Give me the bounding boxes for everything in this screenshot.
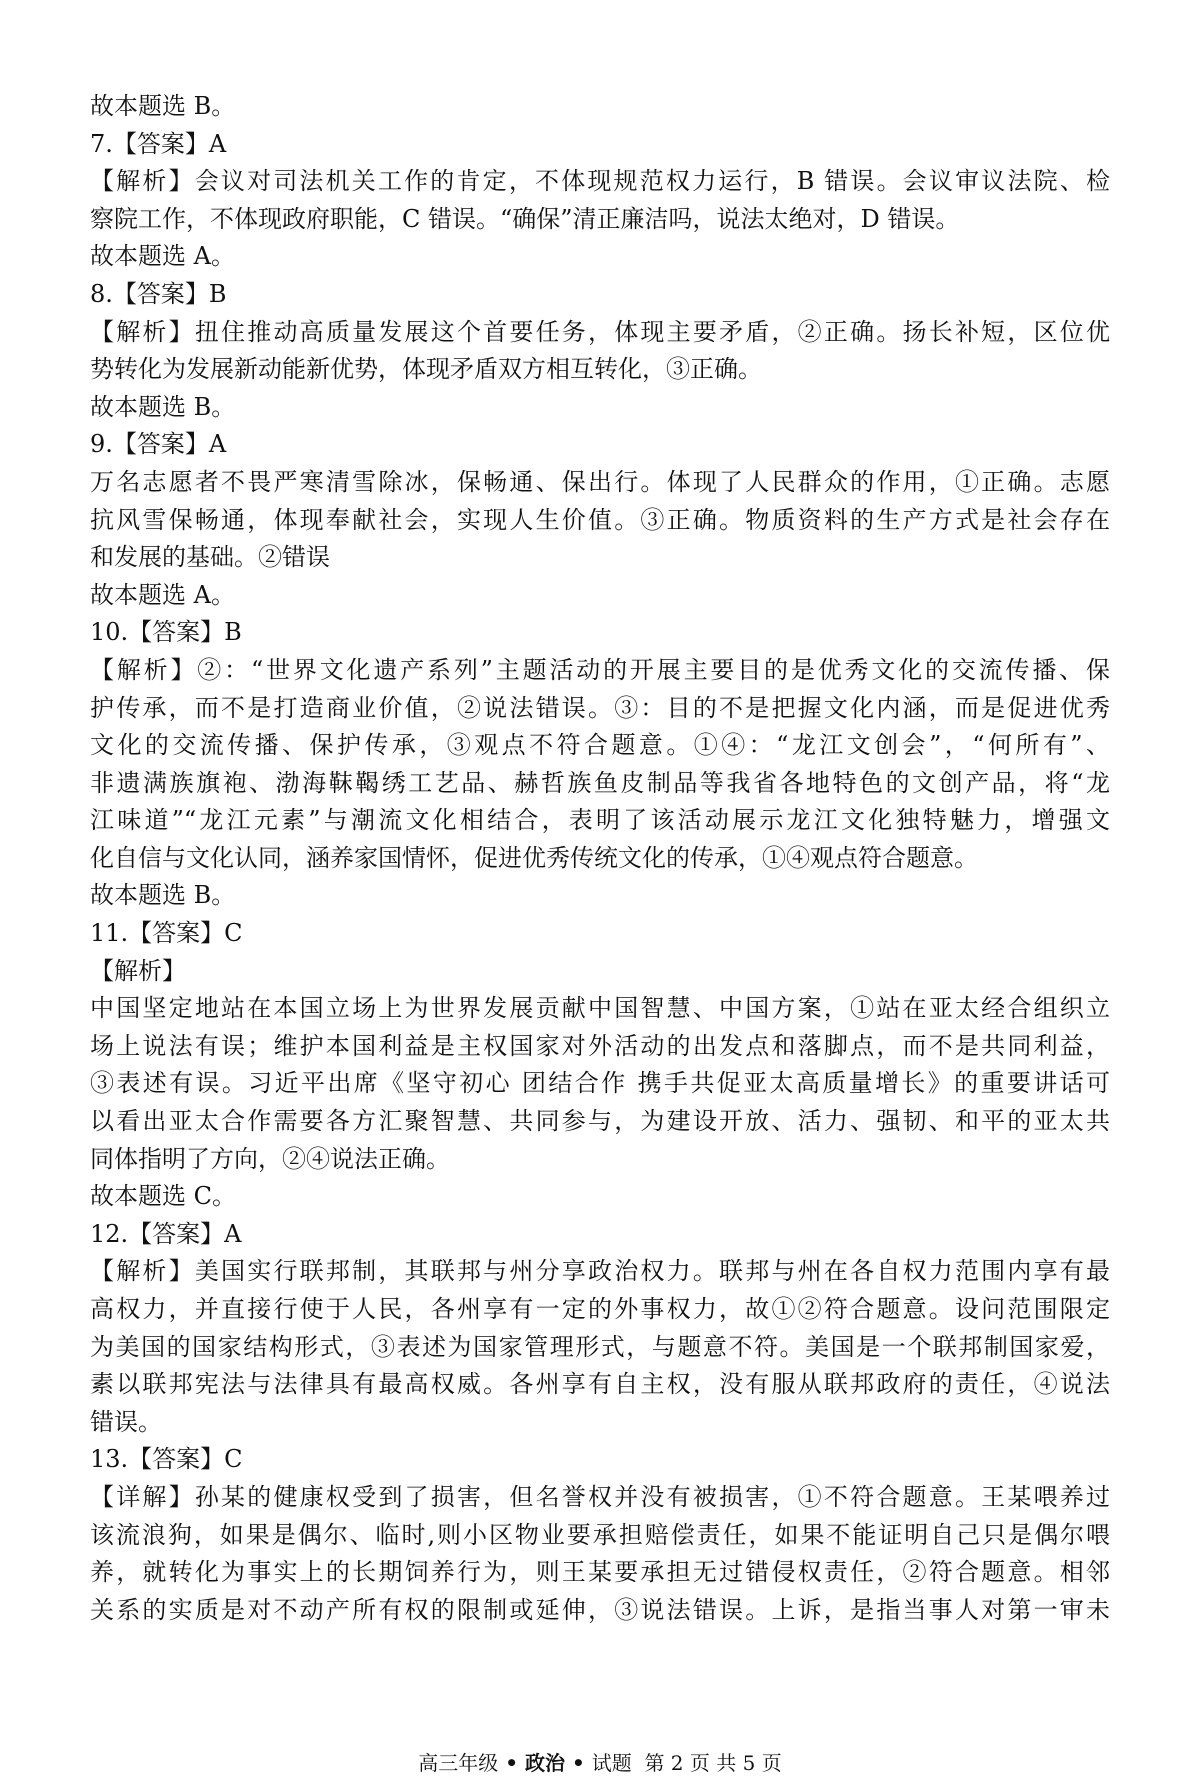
text-line: 以看出亚太合作需要各方汇聚智慧、共同参与，为建设开放、活力、强韧、和平的亚太共 [90,1107,1110,1136]
page-footer [0,1750,1200,1776]
text-line: 该流浪狗，如果是偶尔、临时,则小区物业要承担赔偿责任，如果不能证明自己只是偶尔喂 [90,1520,1110,1549]
text-line: 势转化为发展新动能新优势，体现矛盾双方相互转化，③正确。 [90,355,762,384]
text-line: 故本题选 A。 [90,580,235,609]
text-line: 为美国的国家结构形式，③表述为国家管理形式，与题意不符。美国是一个联邦制国家爱， [90,1332,1110,1361]
text-line: 关系的实质是对不动产所有权的限制或延伸，③说法错误。上诉，是指当事人对第一审未 [90,1595,1110,1624]
text-line: 养，就转化为事实上的长期饲养行为，则王某要承担无过错侵权责任，②符合题意。相邻 [90,1558,1110,1587]
footer-separator: • [565,1751,592,1775]
text-line: 故本题选 B。 [90,92,236,120]
text-line: 高权力，并直接行使于人民，各州享有一定的外事权力，故①②符合题意。设问范围限定 [90,1295,1110,1323]
text-line: ③表述有误。习近平出席《坚守初心 团结合作 携手共促亚太高质量增长》的重要讲话可 [90,1069,1110,1098]
text-line: 护传承，而不是打造商业价值，②说法错误。③：目的不是把握文化内涵，而是促进优秀 [90,693,1110,722]
text-line: 11.【答案】C [90,919,243,948]
document-body [90,88,1110,1629]
text-line: 【解析】会议对司法机关工作的肯定，不体现规范权力运行，B 错误。会议审议法院、检 [90,167,1110,196]
footer-subject: 政治 [525,1751,566,1775]
text-line: 10.【答案】B [90,618,242,647]
text-line: 12.【答案】A [90,1219,242,1248]
text-line: 9.【答案】A [90,430,227,459]
footer-page-info: 第 2 页 共 5 页 [644,1751,782,1775]
text-line: 场上说法有误；维护本国利益是主权国家对外活动的出发点和落脚点，而不是共同利益， [90,1031,1110,1060]
text-line: 同体指明了方向，②④说法正确。 [90,1144,450,1173]
text-line: 化自信与文化认同，涵养家国情怀，促进优秀传统文化的传承，①④观点符合题意。 [90,843,978,872]
text-line: 察院工作，不体现政府职能，C 错误。“确保”清正廉洁吗，说法太绝对，D 错误。 [90,204,960,233]
text-line: 【解析】 [90,956,186,985]
text-line: 【解析】美国实行联邦制，其联邦与州分享政治权力。联邦与州在各自权力范围内享有最 [90,1257,1110,1286]
text-line: 【详解】孙某的健康权受到了损害，但名誉权并没有被损害，①不符合题意。王某喂养过 [90,1482,1110,1511]
text-line: 故本题选 A。 [90,242,235,271]
footer-type: 试题 [591,1751,632,1775]
text-line: 素以联邦宪法与法律具有最高权威。各州享有自主权，没有服从联邦政府的责任，④说法 [90,1370,1110,1399]
text-line: 江味道”“龙江元素”与潮流文化相结合，表明了该活动展示龙江文化独特魅力，增强文 [90,806,1110,835]
text-line: 【解析】②：“世界文化遗产系列”主题活动的开展主要目的是优秀文化的交流传播、保 [90,655,1110,684]
text-line: 13.【答案】C [90,1445,243,1474]
text-line: 故本题选 C。 [90,1182,236,1211]
footer-grade: 高三年级 [418,1751,499,1775]
text-line: 【解析】扭住推动高质量发展这个首要任务，体现主要矛盾，②正确。扬长补短，区位优 [90,317,1110,346]
text-line: 8.【答案】B [90,279,227,308]
text-line: 故本题选 B。 [90,392,236,421]
text-line: 7.【答案】A [90,129,227,158]
text-line: 和发展的基础。②错误 [90,543,330,572]
text-line: 中国坚定地站在本国立场上为世界发展贡献中国智慧、中国方案，①站在亚太经合组织立 [90,994,1110,1023]
text-line: 错误。 [90,1407,162,1436]
text-line: 故本题选 B。 [90,881,236,910]
text-line: 文化的交流传播、保护传承，③观点不符合题意。①④：“龙江文创会”，“何所有”、 [90,731,1110,760]
text-line: 万名志愿者不畏严寒清雪除冰，保畅通、保出行。体现了人民群众的作用，①正确。志愿 [90,467,1110,496]
text-line: 非遗满族旗袍、渤海靺鞨绣工艺品、赫哲族鱼皮制品等我省各地特色的文创产品，将“龙 [90,768,1110,797]
text-line: 抗风雪保畅通，体现奉献社会，实现人生价值。③正确。物质资料的生产方式是社会存在 [90,505,1110,534]
footer-separator: • [498,1751,526,1775]
